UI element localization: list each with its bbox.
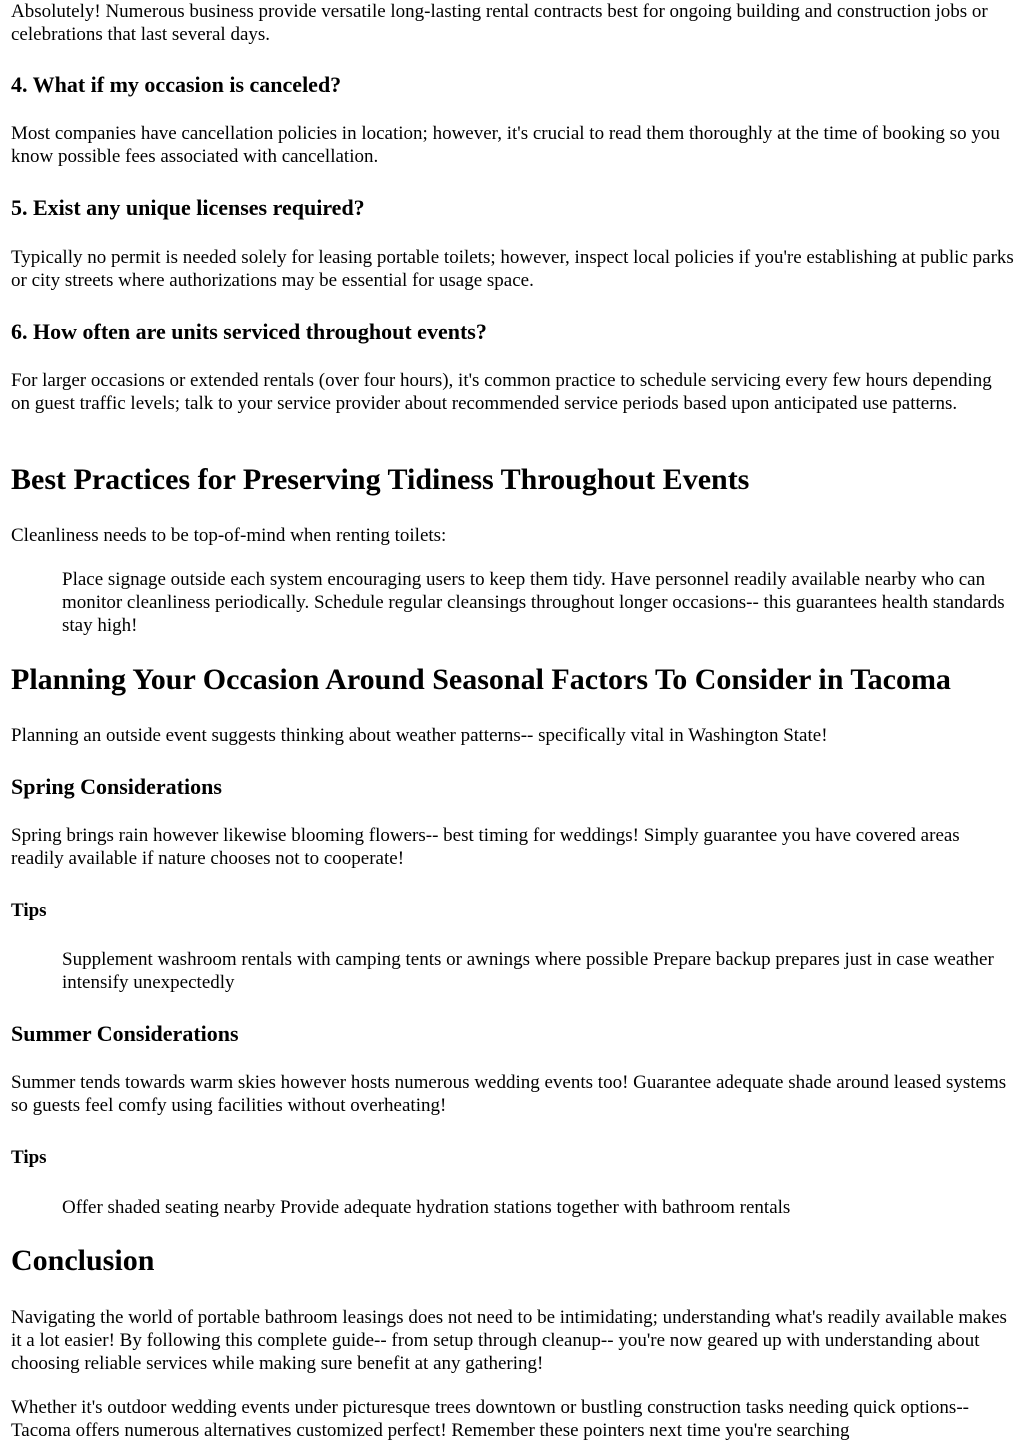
- blockquote-best-practices: Place signage outside each system encouraging users to keep them tidy. Have personnel readily available nearby who can monitor cleanliness periodically. Schedule regular cleansings throughout longer occasions-- this guarantees health standards stay high!: [62, 569, 1005, 636]
- paragraph-best-practices: Cleanliness needs to be top-of-mind when renting toilets:: [11, 525, 447, 546]
- paragraph-long-term-rentals: Absolutely! Numerous business provide versatile long-lasting rental contracts best for ongoing building and construction jobs or celebrations that last several days.: [11, 1, 988, 45]
- blockquote-summer-tips: Offer shaded seating nearby Provide adequate hydration stations together with bathroom rentals: [62, 1197, 791, 1218]
- heading-best-practices: Best Practices for Preserving Tidiness Throughout Events: [11, 463, 750, 496]
- paragraph-summer: Summer tends towards warm skies however hosts numerous wedding events too! Guarantee adequate shade around leased systems so guests feel comfy using facilities without overheating!: [11, 1072, 1007, 1116]
- paragraph-faq-licenses: Typically no permit is needed solely for leasing portable toilets; however, inspect local policies if you're establishing at public parks or city streets where authorizations may be essential for usage space.: [11, 247, 1014, 291]
- heading-faq-licenses: 5. Exist any unique licenses required?: [11, 195, 365, 220]
- blockquote-spring-tips: Supplement washroom rentals with camping tents or awnings where possible Prepare backup prepares just in case weather intensify unexpectedly: [62, 949, 994, 993]
- paragraph-faq-servicing: For larger occasions or extended rentals (over four hours), it's common practice to schedule servicing every few hours depending on guest traffic levels; talk to your service provider about recommended service periods based upon anticipated use patterns.: [11, 370, 992, 414]
- heading-faq-servicing: 6. How often are units serviced throughout events?: [11, 319, 487, 344]
- paragraph-faq-cancellation: Most companies have cancellation policies in location; however, it's crucial to read them thoroughly at the time of booking so you know possible fees associated with cancellation.: [11, 123, 1000, 167]
- paragraph-conclusion: Navigating the world of portable bathroom leasings does not need to be intimidating; understanding what's readily available makes it a lot easier! By following this complete guide-- from setup through cleanup-- you're now geared up with understanding about choosing reliable services while making sure benefit at any gathering!: [11, 1307, 1007, 1374]
- heading-faq-cancellation: 4. What if my occasion is canceled?: [11, 72, 342, 97]
- heading-summer-tips: Tips: [11, 1147, 47, 1168]
- paragraph-seasonal-planning: Planning an outside event suggests thinking about weather patterns-- specifically vital in Washington State!: [11, 725, 828, 746]
- heading-conclusion: Conclusion: [11, 1244, 155, 1277]
- paragraph-closing: Whether it's outdoor wedding events under picturesque trees downtown or bustling construction tasks needing quick options-- Tacoma offers numerous alternatives customized perfect! Remember these pointers next time you're searching: [11, 1397, 969, 1441]
- heading-spring: Spring Considerations: [11, 774, 222, 799]
- heading-summer: Summer Considerations: [11, 1021, 239, 1046]
- heading-spring-tips: Tips: [11, 900, 47, 921]
- paragraph-spring: Spring brings rain however likewise blooming flowers-- best timing for weddings! Simply guarantee you have covered areas readily available if nature chooses not to cooperate!: [11, 825, 960, 869]
- heading-seasonal-planning: Planning Your Occasion Around Seasonal Factors To Consider in Tacoma: [11, 663, 951, 696]
